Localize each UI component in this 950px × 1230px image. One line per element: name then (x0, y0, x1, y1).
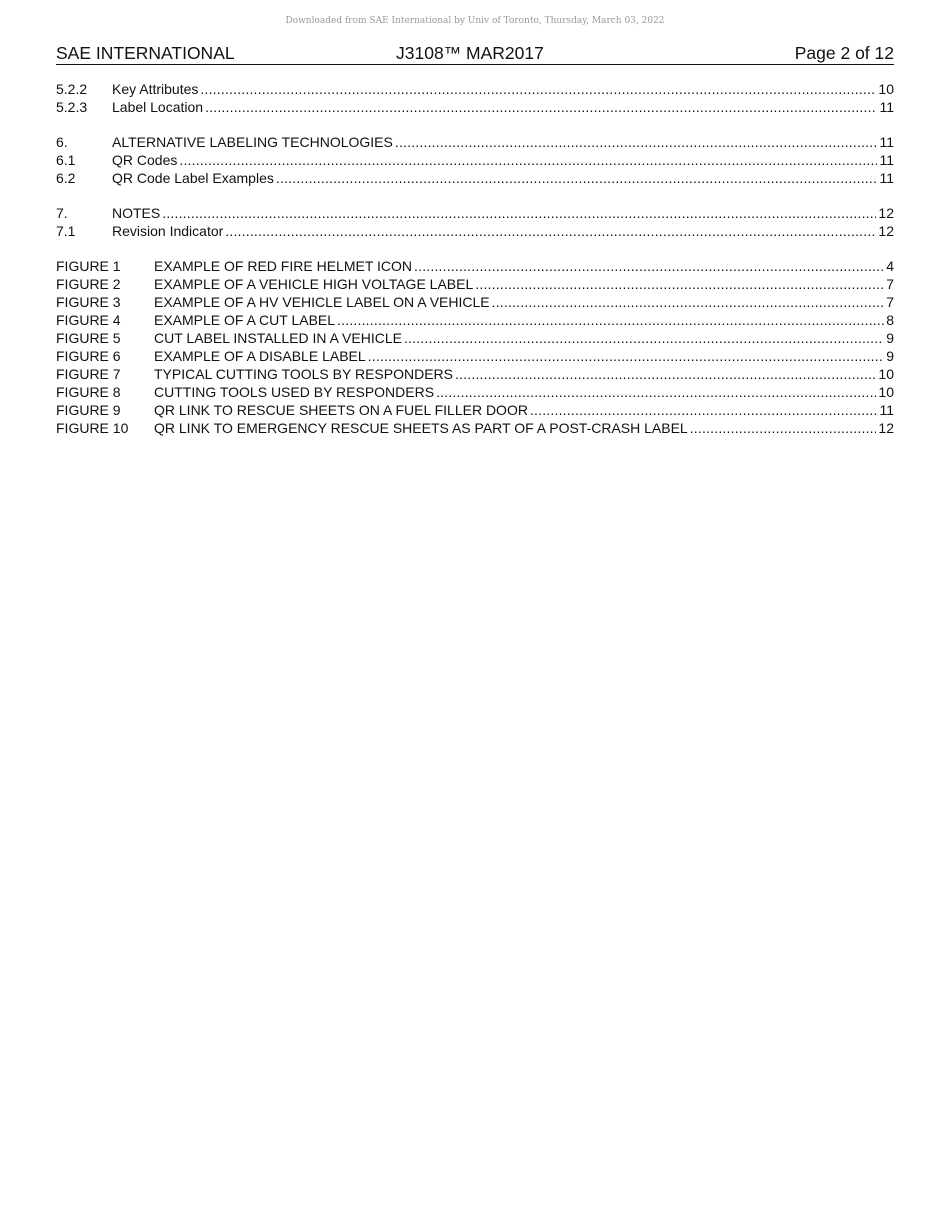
figure-entry-2[interactable] (56, 275, 894, 293)
dot-leader (179, 151, 877, 169)
figure-title: EXAMPLE OF A CUT LABEL (154, 312, 336, 328)
figure-entry-5[interactable] (56, 329, 894, 347)
figure-page: 7 (886, 294, 894, 310)
toc-entry-number: 7. (56, 205, 68, 221)
figure-title: CUT LABEL INSTALLED IN A VEHICLE (154, 330, 402, 346)
figure-number: FIGURE 9 (56, 402, 121, 418)
figure-page: 8 (886, 312, 894, 328)
toc-entry-6-1[interactable] (56, 151, 894, 169)
figure-number: FIGURE 7 (56, 366, 121, 382)
toc-entry-title: QR Codes (112, 152, 178, 168)
toc-entry-page: 11 (879, 134, 894, 150)
toc-entry-page: 11 (879, 99, 894, 115)
toc-entry-title: Label Location (112, 99, 204, 115)
figure-number: FIGURE 3 (56, 294, 121, 310)
figure-entry-9[interactable] (56, 401, 894, 419)
figure-entry-3[interactable] (56, 293, 894, 311)
toc-entry-title: ALTERNATIVE LABELING TECHNOLOGIES (112, 134, 393, 150)
toc-entry-5-2-2[interactable] (56, 80, 894, 98)
header-document-id: J3108™ MAR2017 (396, 43, 544, 63)
toc-entry-page: 11 (879, 170, 894, 186)
dot-leader (205, 98, 877, 116)
spacer (56, 240, 894, 257)
figure-page: 12 (878, 420, 894, 436)
figure-number: FIGURE 1 (56, 258, 121, 274)
toc-entry-7[interactable] (56, 204, 894, 222)
toc-entry-page: 12 (878, 223, 894, 239)
dot-leader (436, 383, 876, 401)
dot-leader (404, 329, 884, 347)
figure-page: 9 (886, 348, 894, 364)
spacer (56, 187, 894, 204)
figure-page: 7 (886, 276, 894, 292)
toc-entry-page: 10 (878, 81, 894, 97)
spacer (56, 116, 894, 133)
dot-leader (455, 365, 876, 383)
toc-entry-title: Revision Indicator (112, 223, 224, 239)
toc-entry-title: Key Attributes (112, 81, 199, 97)
dot-leader (276, 169, 878, 187)
figure-number: FIGURE 2 (56, 276, 121, 292)
dot-leader (690, 419, 877, 437)
toc-entry-7-1[interactable] (56, 222, 894, 240)
dot-leader (530, 401, 878, 419)
toc-entry-number: 6.2 (56, 170, 76, 186)
toc-entry-title: QR Code Label Examples (112, 170, 274, 186)
dot-leader (368, 347, 885, 365)
figure-page: 11 (879, 402, 894, 418)
toc-entry-6[interactable] (56, 133, 894, 151)
toc-entry-number: 5.2.3 (56, 99, 88, 115)
dot-leader (225, 222, 876, 240)
toc-entry-6-2[interactable] (56, 169, 894, 187)
figure-entry-10[interactable] (56, 419, 894, 437)
toc-entry-number: 7.1 (56, 223, 76, 239)
figure-title: EXAMPLE OF A DISABLE LABEL (154, 348, 366, 364)
figure-page: 10 (878, 366, 894, 382)
toc-entry-number: 6.1 (56, 152, 76, 168)
figure-entry-7[interactable] (56, 365, 894, 383)
figure-entry-1[interactable] (56, 257, 894, 275)
dot-leader (475, 275, 884, 293)
table-of-contents (56, 80, 894, 437)
figure-page: 10 (878, 384, 894, 400)
download-watermark: Downloaded from SAE International by Univ of Toronto, Thursday, March 03, 2022 (285, 16, 665, 26)
figure-number: FIGURE 10 (56, 420, 129, 436)
figure-number: FIGURE 4 (56, 312, 121, 328)
header-page-number: Page 2 of 12 (794, 43, 894, 63)
figure-title: CUTTING TOOLS USED BY RESPONDERS (154, 384, 435, 400)
figure-entry-6[interactable] (56, 347, 894, 365)
header-organization: SAE INTERNATIONAL (56, 43, 235, 63)
figure-title: EXAMPLE OF RED FIRE HELMET ICON (154, 258, 413, 274)
figure-title: EXAMPLE OF A HV VEHICLE LABEL ON A VEHICLE (154, 294, 490, 310)
figure-page: 4 (886, 258, 894, 274)
figure-entry-8[interactable] (56, 383, 894, 401)
figure-number: FIGURE 5 (56, 330, 121, 346)
figure-number: FIGURE 8 (56, 384, 121, 400)
dot-leader (414, 257, 884, 275)
figure-entry-4[interactable] (56, 311, 894, 329)
figure-title: QR LINK TO EMERGENCY RESCUE SHEETS AS PART OF A POST-CRASH LABEL (154, 420, 688, 436)
dot-leader (162, 204, 876, 222)
toc-entry-page: 11 (879, 152, 894, 168)
figure-title: TYPICAL CUTTING TOOLS BY RESPONDERS (154, 366, 453, 382)
toc-entry-page: 12 (878, 205, 894, 221)
dot-leader (337, 311, 884, 329)
page-header (56, 43, 894, 65)
dot-leader (492, 293, 885, 311)
dot-leader (395, 133, 878, 151)
figure-title: EXAMPLE OF A VEHICLE HIGH VOLTAGE LABEL (154, 276, 474, 292)
toc-entry-5-2-3[interactable] (56, 98, 894, 116)
figure-number: FIGURE 6 (56, 348, 121, 364)
toc-entry-number: 6. (56, 134, 68, 150)
figure-page: 9 (886, 330, 894, 346)
figure-title: QR LINK TO RESCUE SHEETS ON A FUEL FILLER DOOR (154, 402, 528, 418)
toc-entry-number: 5.2.2 (56, 81, 88, 97)
toc-entry-title: NOTES (112, 205, 161, 221)
dot-leader (200, 80, 876, 98)
